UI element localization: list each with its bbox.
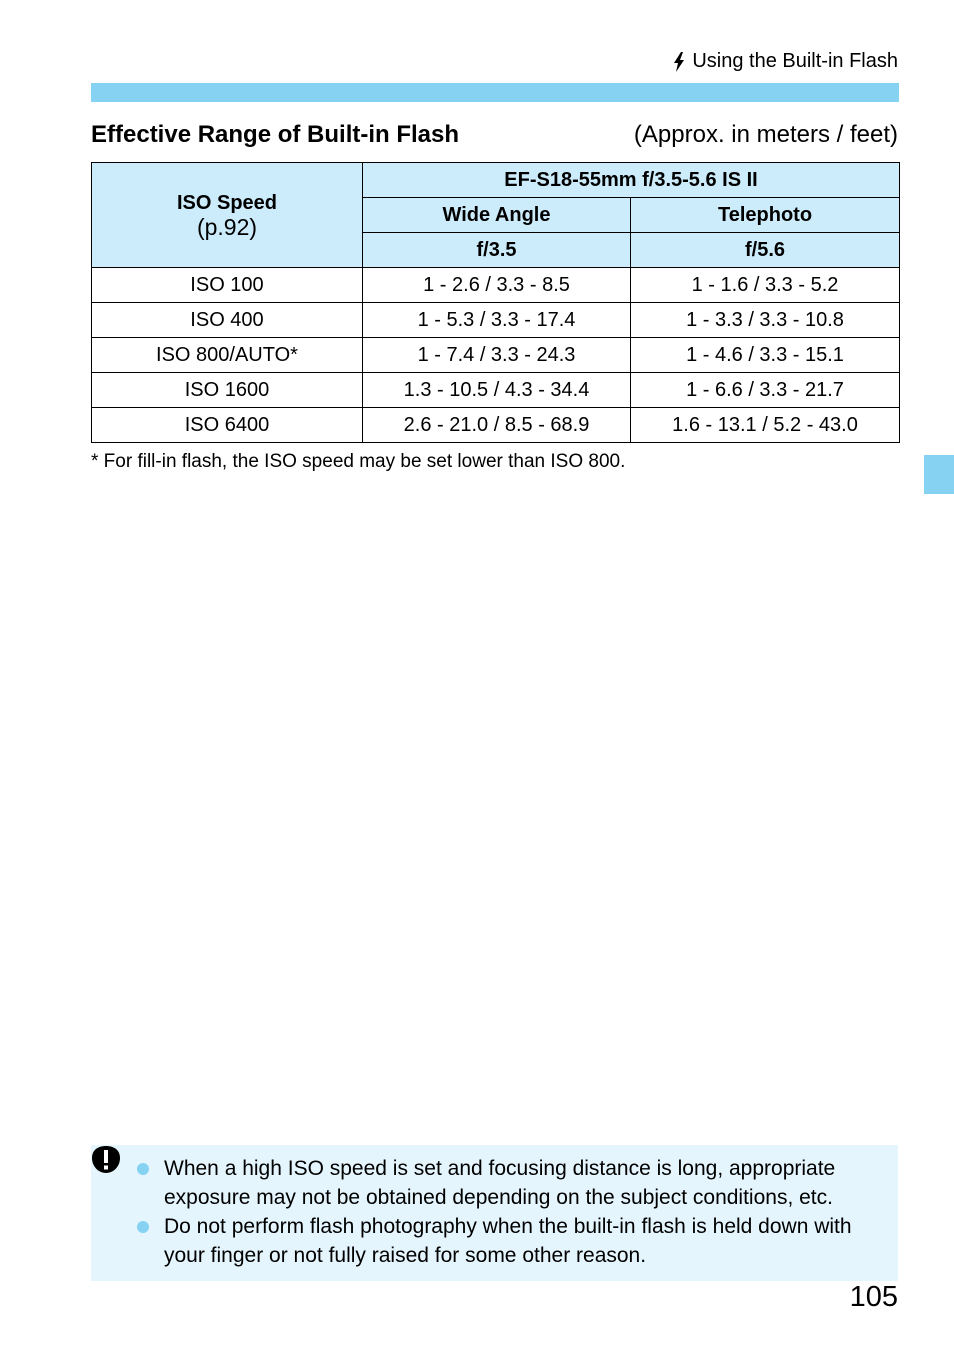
section-title: Using the Built-in Flash xyxy=(692,50,898,72)
flash-icon xyxy=(672,52,686,72)
table-row xyxy=(92,303,900,338)
caution-text: Do not perform flash photography when the built-in flash is held down with your finger or not fully raised for some other reason. xyxy=(164,1215,852,1267)
iso-cell: ISO 100 xyxy=(92,268,363,303)
caution-box xyxy=(91,1145,898,1281)
tele-range-cell: 1 - 6.6 / 3.3 - 21.7 xyxy=(631,373,900,408)
footnote: * For fill-in flash, the ISO speed may be set lower than ISO 800. xyxy=(91,451,626,472)
table-row xyxy=(92,268,900,303)
running-header xyxy=(672,50,898,73)
flash-range-table xyxy=(91,162,900,443)
wide-range-cell: 1 - 7.4 / 3.3 - 24.3 xyxy=(363,338,631,373)
units-note: (Approx. in meters / feet) xyxy=(633,121,898,148)
table-row xyxy=(92,408,900,443)
telephoto-header: Telephoto xyxy=(631,198,900,233)
table-row xyxy=(92,373,900,408)
bullet-icon xyxy=(137,1221,149,1233)
wide-angle-header: Wide Angle xyxy=(363,198,631,233)
lens-header: EF-S18-55mm f/3.5-5.6 IS II xyxy=(363,163,900,198)
wide-range-cell: 1.3 - 10.5 / 4.3 - 34.4 xyxy=(363,373,631,408)
iso-cell: ISO 1600 xyxy=(92,373,363,408)
wide-range-cell: 1 - 5.3 / 3.3 - 17.4 xyxy=(363,303,631,338)
table-row xyxy=(92,338,900,373)
tele-range-cell: 1 - 3.3 / 3.3 - 10.8 xyxy=(631,303,900,338)
page-number: 105 xyxy=(849,1281,898,1313)
chapter-side-tab xyxy=(924,455,954,494)
iso-cell: ISO 400 xyxy=(92,303,363,338)
iso-cell: ISO 800/AUTO* xyxy=(92,338,363,373)
bullet-icon xyxy=(137,1163,149,1175)
caution-icon xyxy=(91,1145,121,1175)
wide-range-cell: 2.6 - 21.0 / 8.5 - 68.9 xyxy=(363,408,631,443)
tele-aperture-header: f/5.6 xyxy=(631,233,900,268)
tele-range-cell: 1 - 4.6 / 3.3 - 15.1 xyxy=(631,338,900,373)
caution-list xyxy=(135,1154,885,1270)
wide-range-cell: 1 - 2.6 / 3.3 - 8.5 xyxy=(363,268,631,303)
iso-speed-label: ISO Speed xyxy=(176,192,278,214)
list-item xyxy=(135,1154,885,1212)
caution-text: When a high ISO speed is set and focusing distance is long, appropriate exposure may not be obtained depending on the subject conditions, etc. xyxy=(164,1157,836,1209)
section-heading: Effective Range of Built-in Flash xyxy=(91,121,460,148)
list-item xyxy=(135,1212,885,1270)
tele-range-cell: 1.6 - 13.1 / 5.2 - 43.0 xyxy=(631,408,900,443)
iso-cell: ISO 6400 xyxy=(92,408,363,443)
iso-speed-header xyxy=(92,163,363,268)
iso-page-ref: (p.92) xyxy=(196,214,258,240)
header-accent-bar xyxy=(91,83,899,102)
tele-range-cell: 1 - 1.6 / 3.3 - 5.2 xyxy=(631,268,900,303)
wide-aperture-header: f/3.5 xyxy=(363,233,631,268)
